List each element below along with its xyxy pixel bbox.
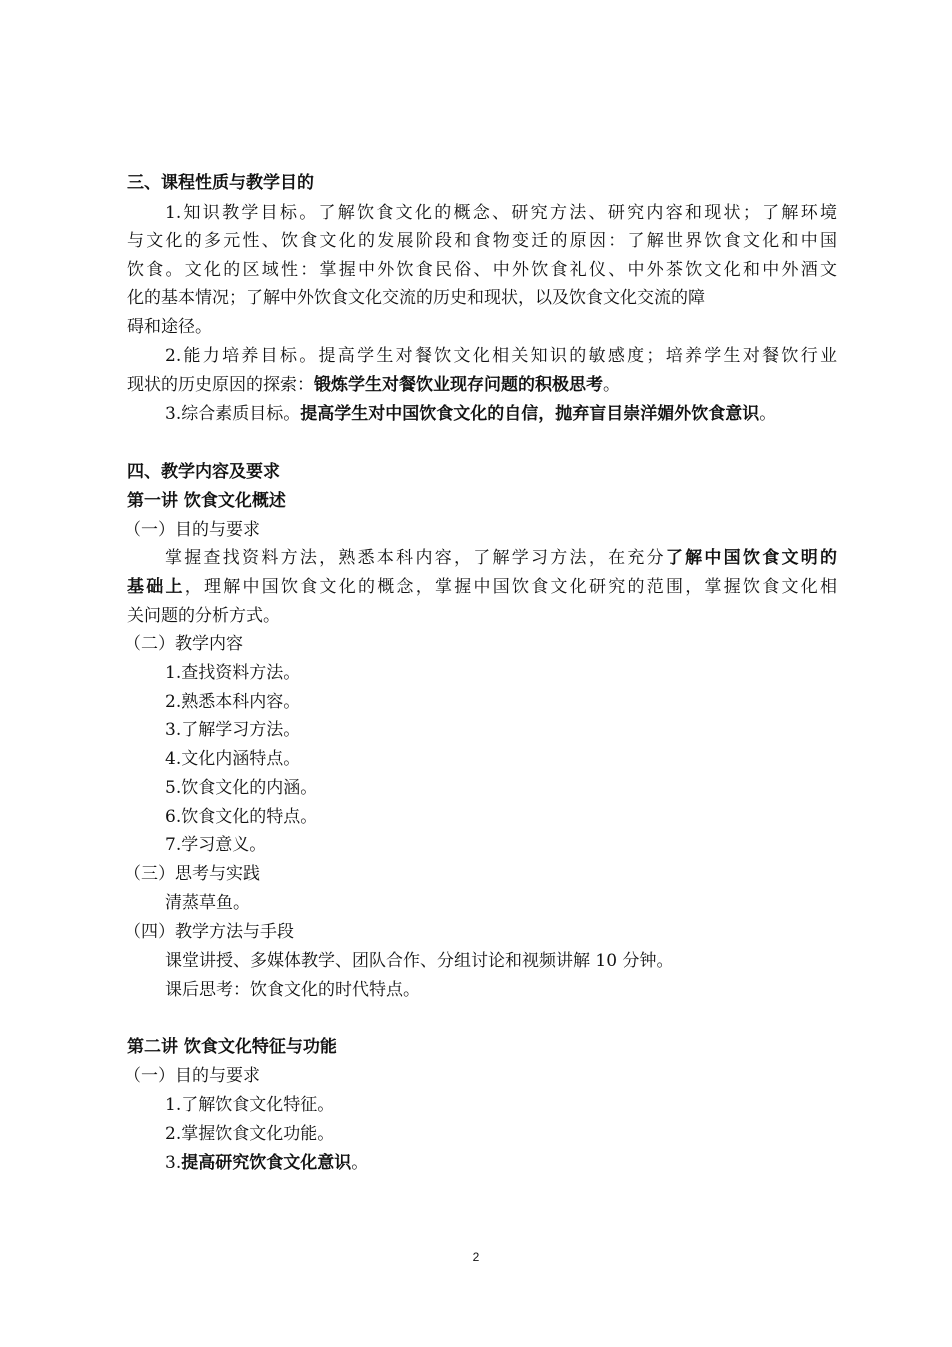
lecture-2-item-1: 1.了解饮食文化特征。 bbox=[165, 1095, 335, 1115]
lecture-1-practice-title: （三）思考与实践 bbox=[124, 864, 260, 884]
lecture-1-req-line-1 bbox=[165, 544, 837, 573]
lecture-2-item-2: 2.掌握饮食文化功能。 bbox=[165, 1124, 335, 1144]
lecture-2-item-3 bbox=[165, 1149, 837, 1178]
lecture-2-item-3-end: 。 bbox=[351, 1153, 369, 1173]
lecture-1-content-title: （二）教学内容 bbox=[124, 634, 243, 654]
objective-1-line-1: 1.知识教学目标。了解饮食文化的概念、研究方法、研究内容和现状；了解环境 bbox=[165, 203, 837, 223]
content-item-3: 3.了解学习方法。 bbox=[165, 720, 301, 740]
lecture-1-practice-text: 清蒸草鱼。 bbox=[165, 893, 250, 913]
lecture-2-title: 第二讲 饮食文化特征与功能 bbox=[127, 1037, 337, 1057]
page-number: 2 bbox=[472, 1250, 480, 1264]
objective-1-line-4: 化的基本情况；了解中外饮食文化交流的历史和现状，以及饮食文化交流的障 bbox=[127, 288, 705, 308]
objective-1-line-3: 饮食。文化的区域性：掌握中外饮食民俗、中外饮食礼仪、中外茶饮文化和中外酒文 bbox=[127, 260, 837, 280]
lecture-2-item-3-number: 3. bbox=[165, 1153, 182, 1173]
objective-2-end: 。 bbox=[603, 375, 620, 395]
section-3-heading: 三、课程性质与教学目的 bbox=[127, 173, 314, 193]
objective-3-line bbox=[165, 400, 837, 429]
lecture-1-req-emphasis-2: 基础上 bbox=[127, 577, 185, 597]
content-item-5: 5.饮食文化的内涵。 bbox=[165, 778, 318, 798]
objective-3-text: 3.综合素质目标。 bbox=[165, 404, 301, 424]
lecture-1-req-emphasis: 了解中国饮食文明的 bbox=[665, 548, 838, 568]
content-item-1: 1.查找资料方法。 bbox=[165, 663, 301, 683]
objective-1-line-2: 与文化的多元性、饮食文化的发展阶段和食物变迁的原因：了解世界饮食文化和中国 bbox=[127, 231, 837, 251]
lecture-1-req-title: （一）目的与要求 bbox=[124, 520, 260, 540]
content-item-2: 2.熟悉本科内容。 bbox=[165, 692, 301, 712]
objective-3-end: 。 bbox=[759, 404, 777, 424]
lecture-1-req-line-3: 关问题的分析方式。 bbox=[127, 606, 280, 626]
section-4-heading: 四、教学内容及要求 bbox=[127, 462, 280, 482]
objective-3-emphasis: 提高学生对中国饮食文化的自信，抛弃盲目崇洋媚外饮食意识 bbox=[300, 404, 760, 424]
objective-2-emphasis: 锻炼学生对餐饮业现存问题的积极思考 bbox=[314, 375, 603, 395]
lecture-1-title: 第一讲 饮食文化概述 bbox=[127, 491, 286, 511]
lecture-2-req-title: （一）目的与要求 bbox=[124, 1066, 260, 1086]
objective-2-line-1: 2.能力培养目标。提高学生对餐饮文化相关知识的敏感度；培养学生对餐饮行业 bbox=[165, 346, 837, 366]
content-item-7: 7.学习意义。 bbox=[165, 835, 267, 855]
lecture-1-req-text: 掌握查找资料方法，熟悉本科内容，了解学习方法，在充分 bbox=[165, 548, 666, 568]
objective-2-line-2 bbox=[127, 371, 837, 400]
lecture-1-method-title: （四）教学方法与手段 bbox=[124, 922, 294, 942]
lecture-2-item-3-emphasis: 提高研究饮食文化意识 bbox=[181, 1153, 352, 1173]
lecture-1-req-text-2: ，理解中国饮食文化的概念，掌握中国饮食文化研究的范围，掌握饮食文化相 bbox=[184, 577, 837, 597]
lecture-1-method-line-1: 课堂讲授、多媒体教学、团队合作、分组讨论和视频讲解 10 分钟。 bbox=[165, 951, 674, 971]
content-item-6: 6.饮食文化的特点。 bbox=[165, 807, 318, 827]
content-item-4: 4.文化内涵特点。 bbox=[165, 749, 301, 769]
objective-1-line-5: 碍和途径。 bbox=[127, 317, 212, 337]
lecture-1-req-line-2 bbox=[127, 573, 837, 602]
objective-2-text: 现状的历史原因的探索： bbox=[127, 375, 314, 395]
lecture-1-method-line-2: 课后思考：饮食文化的时代特点。 bbox=[165, 980, 420, 1000]
